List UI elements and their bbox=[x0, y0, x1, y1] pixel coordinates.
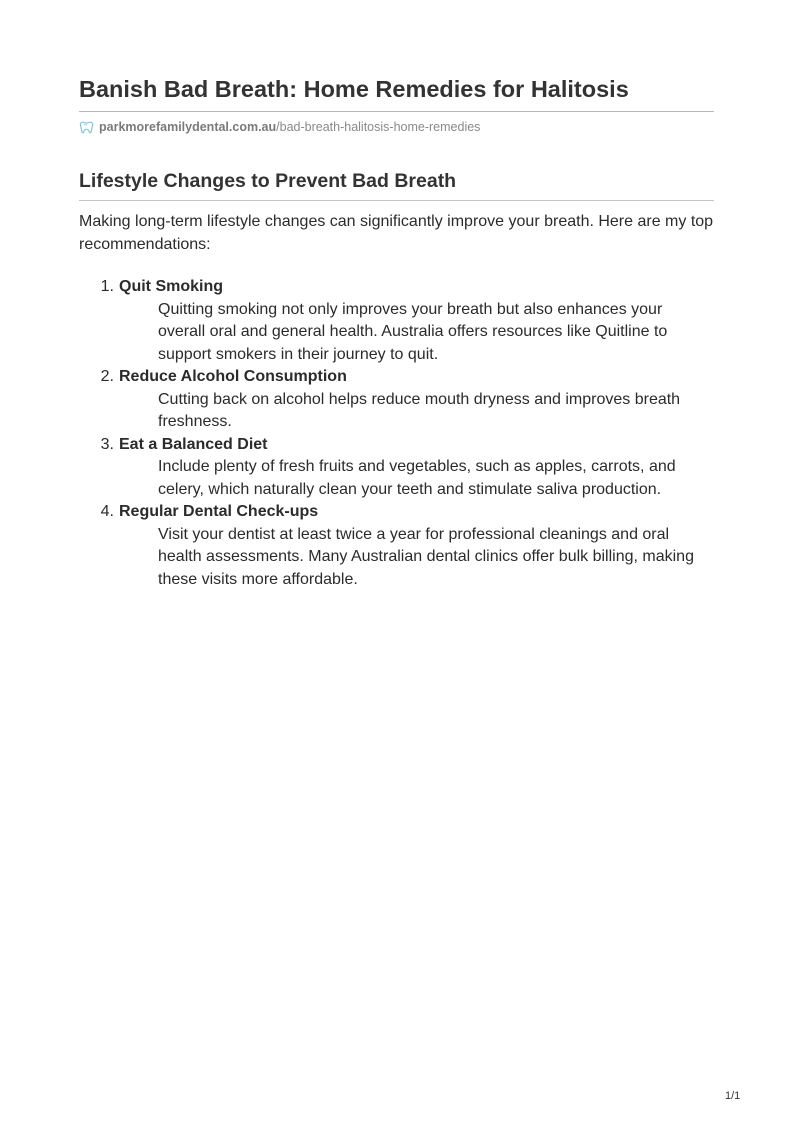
item-number: 4. bbox=[100, 503, 114, 520]
item-title: Regular Dental Check-ups bbox=[119, 503, 319, 520]
item-title: Eat a Balanced Diet bbox=[119, 435, 268, 453]
intro-paragraph: Making long-term lifestyle changes can significantly improve your breath. Here are my top recommendations: bbox=[79, 213, 714, 253]
item-description: Cutting back on alcohol helps reduce mouth dryness and improves breath freshness. bbox=[158, 390, 681, 430]
item-title: Quit Smoking bbox=[119, 278, 223, 295]
list-item bbox=[79, 434, 714, 502]
source-path[interactable]: /bad-breath-halitosis-home-remedies bbox=[276, 120, 481, 134]
item-description: Quitting smoking not only improves your breath but also enhances your overall oral and general health. Australia offers resources like Quitline to support smokers in their journey to quit. bbox=[158, 300, 668, 363]
item-number: 3. bbox=[100, 435, 114, 453]
source-domain[interactable]: parkmorefamilydental.com.au bbox=[99, 120, 277, 134]
item-number: 1. bbox=[100, 278, 114, 295]
page-title: Banish Bad Breath: Home Remedies for Halitosis bbox=[79, 74, 714, 112]
item-description: Visit your dentist at least twice a year for professional cleanings and oral health assessments. Many Australian dental clinics offer bulk billing, making these visits more affordable. bbox=[158, 525, 694, 588]
source-link-row[interactable] bbox=[79, 119, 714, 135]
tooth-icon bbox=[79, 120, 94, 135]
section-heading: Lifestyle Changes to Prevent Bad Breath bbox=[79, 168, 714, 201]
item-description: Include plenty of fresh fruits and vegetables, such as apples, carrots, and celery, which naturally clean your teeth and stimulate saliva production. bbox=[158, 458, 676, 498]
list-item bbox=[79, 366, 714, 434]
document-page bbox=[79, 74, 714, 591]
page-number: 1/1 bbox=[725, 1090, 741, 1102]
item-title: Reduce Alcohol Consumption bbox=[119, 368, 347, 385]
list-item bbox=[79, 276, 714, 366]
recommendation-list bbox=[79, 276, 714, 591]
item-number: 2. bbox=[100, 368, 114, 385]
list-item bbox=[79, 501, 714, 591]
